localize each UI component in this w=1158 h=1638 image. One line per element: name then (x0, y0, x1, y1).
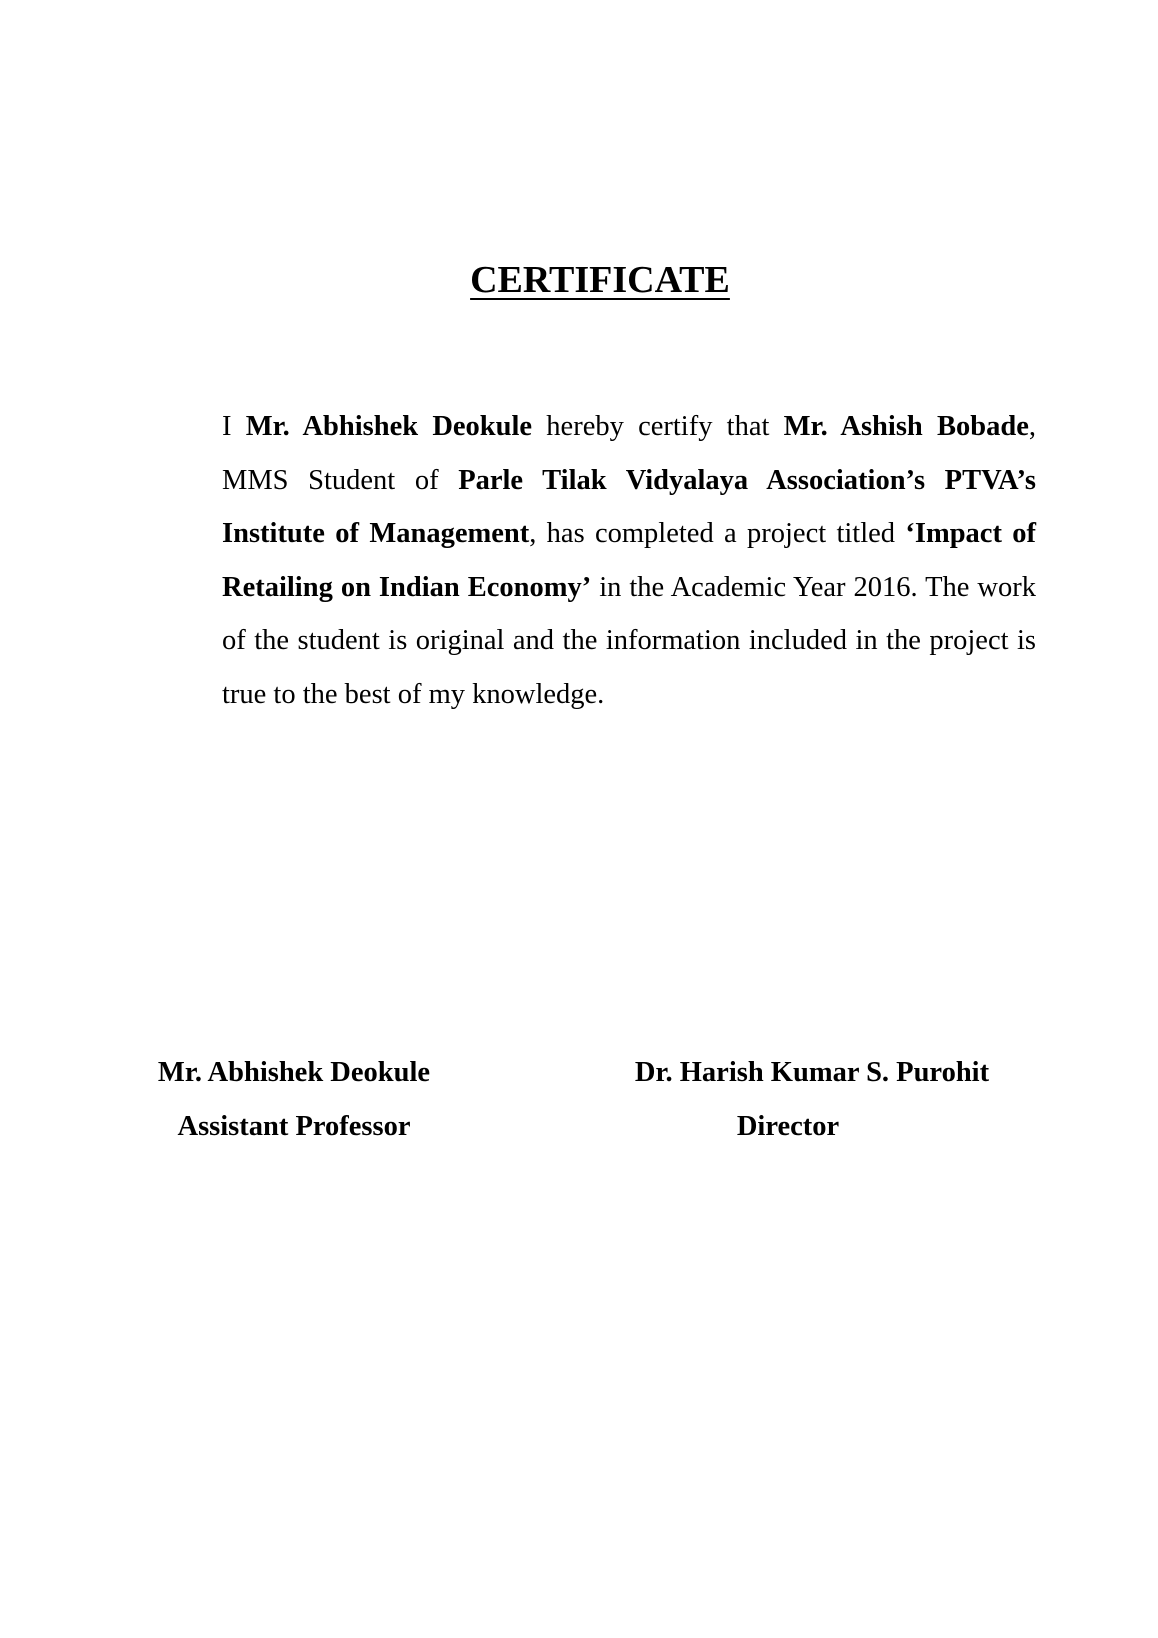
project-title: ‘Impact of Retailing on Indian Economy’ (222, 518, 1037, 603)
body-text-intro: I (222, 411, 246, 442)
certificate-body (222, 400, 1036, 722)
body-text-completed: , has completed a project titled (529, 518, 906, 550)
signatory-right-role: Director (736, 1111, 840, 1142)
institution-name: Parle Tilak Vidyalaya Association’s PTVA’s Institute of Management (222, 464, 1036, 550)
body-text-student-of: , MMS Student of (222, 411, 1036, 496)
student-name: Mr. Ashish Bobade (783, 411, 1029, 442)
certifier-name: Mr. Abhishek Deokule (245, 411, 533, 442)
signatory-right (598, 1046, 1026, 1154)
body-text-closing: in the Academic Year 2016. The work of the student is original and the information included in the project is true to the best of my knowledge. (222, 571, 1036, 710)
signatory-left-name: Mr. Abhishek Deokule (157, 1057, 431, 1088)
signatory-left-role: Assistant Professor (177, 1111, 411, 1142)
body-text-certify: hereby certify that (532, 411, 784, 442)
signatory-right-name: Dr. Harish Kumar S. Purohit (634, 1057, 990, 1088)
signatory-left (128, 1046, 460, 1154)
certificate-title: CERTIFICATE (470, 259, 730, 301)
